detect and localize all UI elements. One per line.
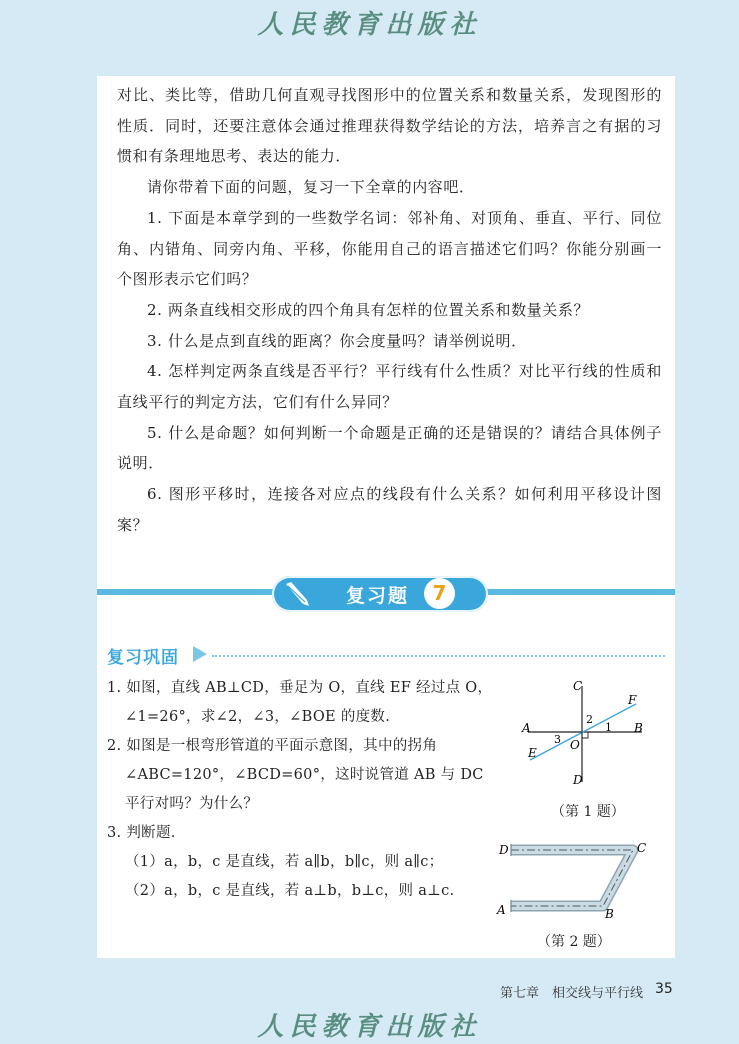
exercise-3-part-2: （2）a，b，c 是直线，若 a⊥b，b⊥c，则 a⊥c. (125, 883, 455, 899)
fig1-label-a: A (522, 721, 531, 735)
exercise-3-line-1: 3. 判断题. (107, 825, 176, 841)
pencil-icon (282, 581, 312, 607)
exercise-1-line-1: 1. 如图，直线 AB⊥CD，垂足为 O，直线 EF 经过点 O， (107, 680, 493, 696)
page-number: 35 (655, 981, 673, 997)
exercise-2-line-3: 平行对吗？为什么？ (125, 796, 259, 812)
summary-question-5: 5. 什么是命题？如何判断一个命题是正确的还是错误的？请结合具体例子说明． (117, 423, 662, 473)
fig1-label-d: D (573, 773, 583, 786)
review-number-badge: 7 (424, 578, 455, 609)
figure-2-caption: （第 2 题） (537, 934, 611, 950)
exercise-3-part-1: （1）a，b，c 是直线，若 a∥b，b∥c，则 a∥c； (125, 854, 444, 870)
fig1-label-b: B (634, 721, 643, 735)
review-title: 复习题 (346, 585, 410, 607)
exercise-2-line-1: 2. 如图是一根弯形管道的平面示意图，其中的拐角 (107, 738, 438, 754)
fig1-label-f: F (628, 693, 637, 707)
summary-question-3: 3. 什么是点到直线的距离？你会度量吗？请举例说明． (147, 331, 527, 350)
summary-paragraph: 对比、类比等，借助几何直观寻找图形中的位置关系和数量关系，发现图形的性质．同时，还要注意体会通过推理获得数学结论的方法，培养言之有据的习惯和有条理地思考、表达的能力． (117, 86, 662, 166)
triangle-arrow-icon (192, 645, 208, 663)
summary-question-6: 6. 图形平移时，连接各对应点的线段有什么关系？如何利用平移设计图案？ (117, 485, 662, 534)
summary-question-1: 1. 下面是本章学到的一些数学名词：邻补角、对顶角、垂直、平行、同位角、内错角、同旁内角、平移，你能用自己的语言描述它们吗？你能分别画一个图形表示它们吗？ (117, 208, 662, 289)
exercise-list (107, 674, 507, 906)
fig1-angle-3: 3 (554, 733, 561, 746)
chapter-footer: 第七章 相交线与平行线 (500, 986, 644, 1001)
fig1-angle-2: 2 (586, 713, 593, 726)
fig1-label-c: C (573, 679, 583, 693)
publisher-logo-bottom: 人民教育出版社 (257, 1012, 482, 1042)
fig2-label-b: B (605, 907, 614, 920)
fig1-label-e: E (528, 746, 537, 760)
figure-1-caption: （第 1 题） (551, 804, 625, 820)
fig1-angle-1: 1 (605, 721, 612, 734)
section-heading: 复习巩固 (107, 648, 179, 668)
fig1-label-o: O (570, 738, 580, 752)
figure-2-bent-pipe (495, 836, 650, 920)
fig2-label-a: A (497, 903, 506, 917)
dotted-rule (212, 655, 665, 657)
summary-question-2: 2. 两条直线相交形成的四个角具有怎样的位置关系和数量关系？ (147, 300, 590, 319)
chapter-summary (117, 80, 662, 541)
exercise-1-line-2: ∠1=26°，求∠2，∠3，∠BOE 的度数. (125, 709, 391, 725)
fig2-label-d: D (499, 843, 509, 857)
exercise-2-line-2: ∠ABC=120°，∠BCD=60°，这时说管道 AB 与 DC (125, 767, 484, 783)
summary-question-4: 4. 怎样判定两条直线是否平行？平行线有什么性质？对比平行线的性质和直线平行的判定方法，它们有什么异同？ (117, 362, 662, 412)
figure-1-intersecting-lines (518, 676, 648, 786)
summary-prompt: 请你带着下面的问题，复习一下全章的内容吧． (147, 178, 475, 197)
publisher-logo-top: 人民教育出版社 (257, 10, 482, 40)
fig2-label-c: C (637, 841, 647, 855)
